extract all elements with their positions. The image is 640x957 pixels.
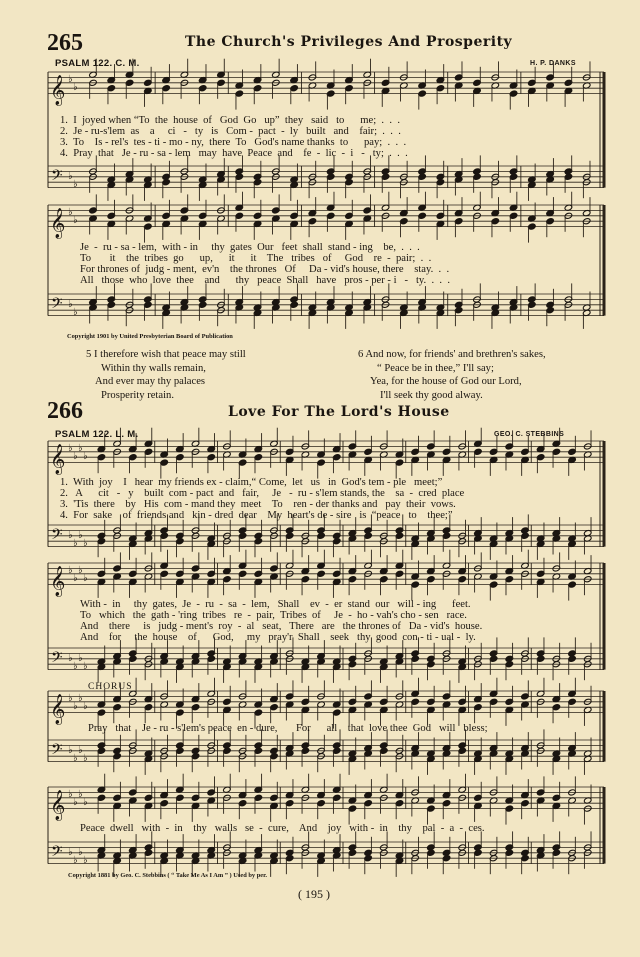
svg-text:♭: ♭ [73, 537, 78, 549]
svg-text:𝄞: 𝄞 [50, 444, 66, 475]
verse-6-line-2: “ Peace be in thee,” I'll say; [377, 362, 494, 374]
hymn-266-s2-verse-3: And there is judg - ment's roy - al seat, There are the thrones of Da - vid's house. [80, 621, 483, 632]
svg-text:♭: ♭ [73, 701, 78, 713]
svg-text:♭: ♭ [73, 82, 78, 94]
svg-text:𝄞: 𝄞 [50, 566, 66, 597]
svg-text:♭: ♭ [73, 797, 78, 809]
hymn-265-s2-verse-4: All those who love thee and thy peace Shall have pros - per - i - ty. . . . [80, 275, 451, 286]
hymn-265-s1-verse-1: 1. I joyed when “To the house of God Go up” they said to me; . . . [60, 115, 400, 126]
svg-text:♭: ♭ [83, 451, 88, 463]
svg-text:♭: ♭ [83, 660, 88, 672]
svg-text:♭: ♭ [83, 854, 88, 866]
svg-text:♭: ♭ [68, 652, 73, 664]
hymn-266-copyright: Copyright 1881 by Geo. C. Stebbins ( “ Take Me As I Am ” ) Used by per. [68, 872, 267, 879]
svg-text:♭: ♭ [68, 74, 73, 86]
hymn-266-s1-verse-2: 2. A cit - y built com - pact and fair, Je - ru - s'lem stands, the sa - cred place [60, 488, 465, 499]
verse-6-line-4: I'll seek thy good alway. [380, 389, 483, 401]
hymn-265-s1-verse-4: 4. Pray that Je - ru - sa - lem may have Peace and fe - lic - i - ty; . . . [60, 148, 408, 159]
hymn-266-number: 266 [47, 398, 83, 424]
hymn-266-s1-verse-3: 3. 'Tis there by His com - mand they meet To ren - der thanks and pay their vows. [60, 499, 456, 510]
verse-5-line-3: And ever may thy palaces [95, 376, 206, 387]
hymn-265-s1-verse-3: 3. To Is - rel's tes - ti - mo - ny, there To God's name thanks to pay; . . . [60, 137, 407, 148]
hymn-265-s1-verse-2: 2. Je - ru-s'lem as a ci - ty is Com - pact - ly built and fair; . . . [60, 126, 401, 137]
svg-text:♭: ♭ [73, 215, 78, 227]
verse-5-line-2: Within thy walls remain, [101, 362, 206, 374]
hymn-265-verse-5 [86, 348, 246, 402]
hymn-265-composer: H. P. DANKS [530, 60, 576, 67]
hymn-265-copyright: Copyright 1901 by United Presbyterian Board of Publication [67, 333, 233, 340]
verse-6-line-3: Yea, for the house of God our Lord, [370, 376, 522, 387]
hymn-266-title: Love For The Lord's House [228, 404, 450, 420]
svg-text:♭: ♭ [68, 529, 73, 541]
svg-text:♭: ♭ [83, 797, 88, 809]
svg-text:♭: ♭ [73, 660, 78, 672]
hymn-265-number: 265 [47, 30, 83, 56]
svg-text:𝄞: 𝄞 [50, 694, 66, 725]
hymn-266-s2-verse-2: To which the gath - 'ring tribes re - pair, Tribes of Je - ho - vah's cho - sen race. [80, 610, 467, 621]
verse-5-line-1: 5 I therefore wish that peace may still [86, 349, 246, 360]
verse-5-line-4: Prosperity retain. [101, 389, 174, 401]
svg-text:♭: ♭ [68, 846, 73, 858]
svg-text:♭: ♭ [78, 846, 83, 858]
svg-text:♭: ♭ [73, 752, 78, 764]
hymn-266-s2-verse-1: With - in thy gates, Je - ru - sa - lem, Shall ev - er stand our will - ing feet. [80, 599, 471, 610]
svg-text:𝄢: 𝄢 [51, 526, 63, 548]
svg-text:♭: ♭ [68, 744, 73, 756]
svg-text:𝄢: 𝄢 [51, 295, 63, 317]
svg-text:♭: ♭ [83, 573, 88, 585]
svg-text:♭: ♭ [68, 298, 73, 310]
svg-text:♭: ♭ [73, 451, 78, 463]
svg-text:♭: ♭ [78, 529, 83, 541]
hymn-265-s2-verse-3: For thrones of judg - ment, ev'n the thrones Of Da - vid's house, there stay. . . [80, 264, 450, 275]
verse-6-line-1: 6 And now, for friends' and brethren's sakes, [358, 349, 546, 360]
svg-text:♭: ♭ [73, 854, 78, 866]
hymn-266-s2-verse-4: And for the house of God, my pray'r Shall seek thy good con - ti - ual - ly. [80, 632, 476, 643]
svg-text:♭: ♭ [83, 701, 88, 713]
chorus-lyrics-2: Peace dwell with - in thy walls se - cure, And joy with - in thy pal - a - ces. [80, 823, 485, 834]
svg-text:♭: ♭ [78, 789, 83, 801]
svg-text:♭: ♭ [68, 789, 73, 801]
hymn-265-verse-6 [358, 348, 546, 402]
svg-text:𝄞: 𝄞 [50, 208, 66, 239]
svg-text:♭: ♭ [68, 207, 73, 219]
hymn-265-meter: PSALM 122. C. M. [55, 58, 140, 69]
chorus-label: CHORUS [88, 682, 133, 692]
svg-text:♭: ♭ [68, 443, 73, 455]
svg-text:𝄢: 𝄢 [51, 843, 63, 865]
svg-text:♭: ♭ [78, 565, 83, 577]
svg-text:♭: ♭ [78, 693, 83, 705]
svg-text:♭: ♭ [73, 178, 78, 190]
hymn-266-s1-verse-1: 1. With joy I hear my friends ex - claim,“ Come, let us in God's tem - ple meet;” [60, 477, 443, 488]
svg-text:♭: ♭ [68, 693, 73, 705]
svg-text:♭: ♭ [73, 306, 78, 318]
hymn-266-meter: PSALM 122. L. M. [55, 429, 139, 440]
svg-text:𝄢: 𝄢 [51, 741, 63, 763]
svg-text:♭: ♭ [78, 652, 83, 664]
svg-text:♭: ♭ [83, 537, 88, 549]
hymn-266-composer: GEO. C. STEBBINS [494, 431, 565, 438]
svg-text:𝄢: 𝄢 [51, 649, 63, 671]
svg-text:𝄞: 𝄞 [50, 75, 66, 106]
svg-text:𝄞: 𝄞 [50, 790, 66, 821]
hymn-266-s1-verse-4: 4. For sake of friends and kin - dred dear My heart's de - sire is “peace to thee;” [60, 510, 453, 521]
svg-text:♭: ♭ [68, 565, 73, 577]
hymn-265-title: The Church's Privileges And Prosperity [185, 34, 513, 50]
svg-text:♭: ♭ [78, 443, 83, 455]
chorus-lyrics-1: Pray that Je - ru - s'lem's peace en - dure, For all that love thee God will bless; [88, 723, 488, 734]
svg-text:♭: ♭ [68, 170, 73, 182]
hymn-265-s2-verse-2: To it the tribes go up, it it The tribes of God re - pair; . . [80, 253, 432, 264]
svg-text:♭: ♭ [73, 573, 78, 585]
svg-text:♭: ♭ [83, 752, 88, 764]
svg-text:♭: ♭ [78, 744, 83, 756]
page-number: ( 195 ) [298, 887, 330, 901]
hymn-265-s2-verse-1: Je - ru - sa - lem, with - in thy gates Our feet shall stand - ing be, . . . [80, 242, 420, 253]
svg-text:𝄢: 𝄢 [51, 167, 63, 189]
